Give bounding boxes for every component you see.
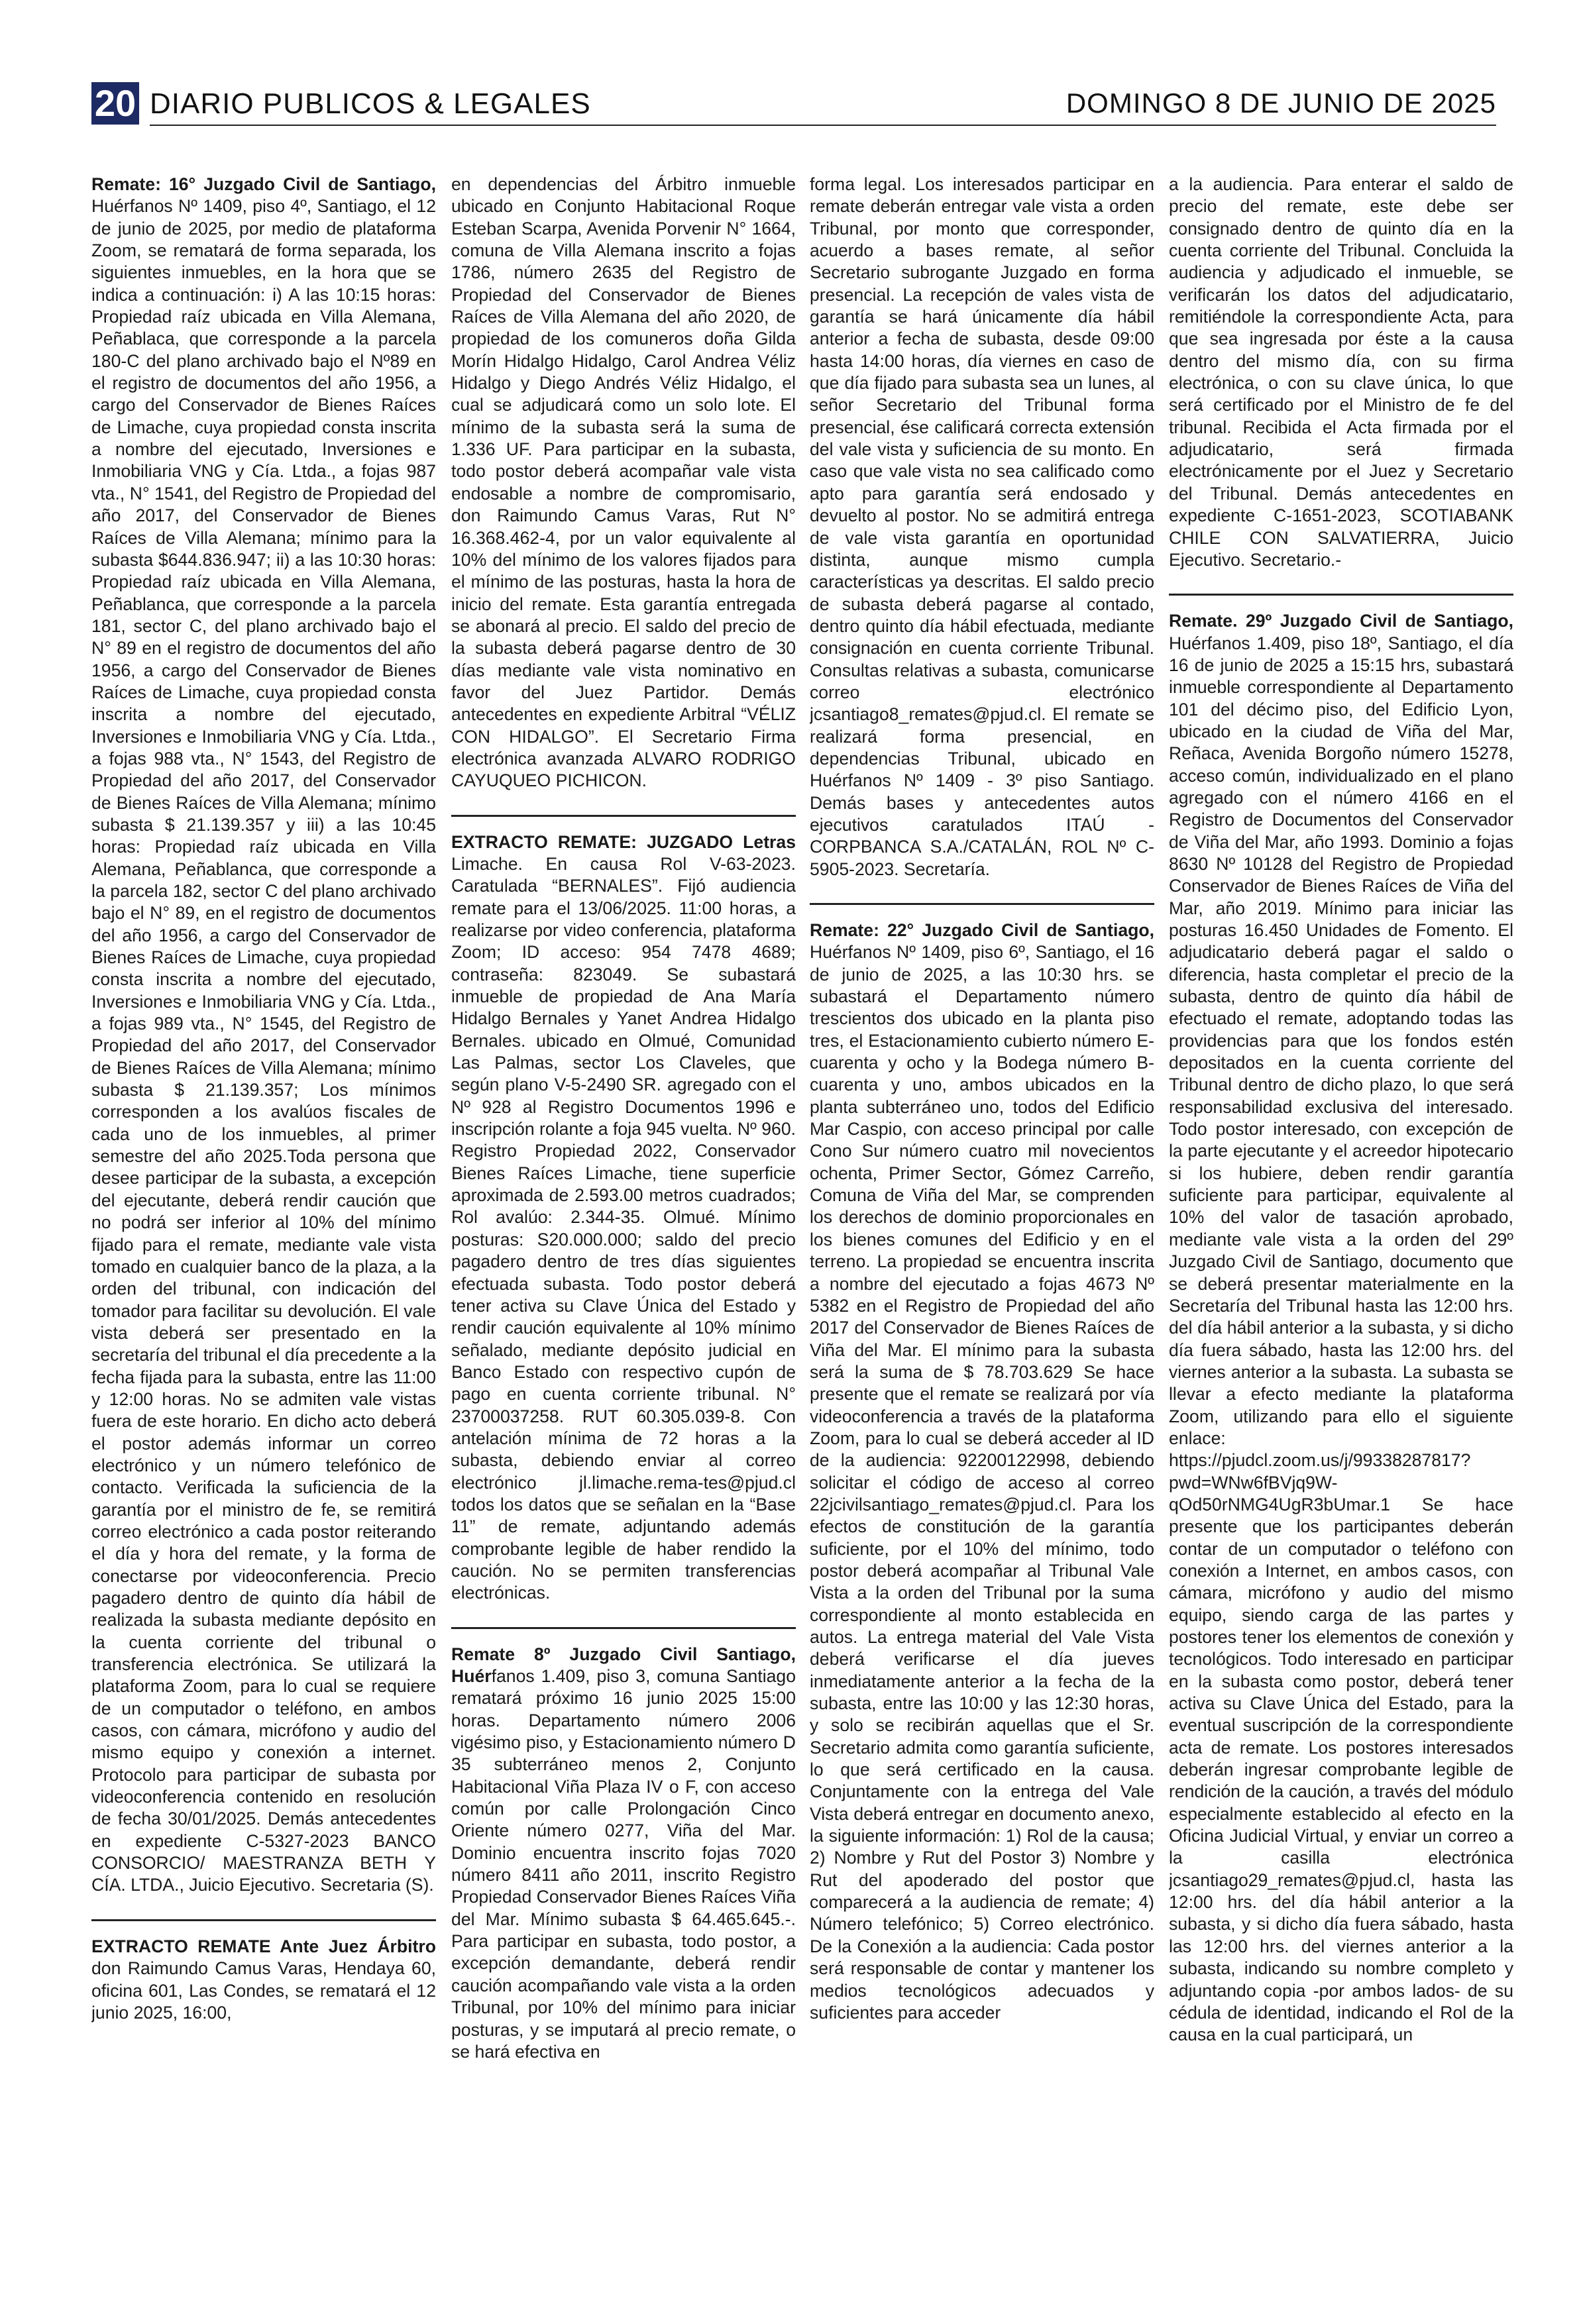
notice-body: a la audiencia. Para enterar el saldo de precio del remate, este debe ser consignado dentro de quinto día en la cuenta corriente del Tribunal. Concluida la audiencia y adjudicado el inmueble, se verificarán los datos del adjudicatario, remitiéndole la correspondiente Acta, para que sea ingresada por éste a la causa dentro del mismo día, con su firma electrónica, o con su clave única, lo que será certificado por el Ministro de fe del tribunal. Recibida el Acta firmada por el adjudicatario, será firmada electrónicamente por el Juez y Secretario del Tribunal. Demás antecedentes en expediente C-1651-2023, SCOTIABANK CHILE CON SALVATIERRA, Juicio Ejecutivo. Secretario.- (1169, 174, 1513, 570)
notice-lead: EXTRACTO REMATE: JUZGADO Letras (451, 831, 796, 852)
notice-lead: EXTRACTO REMATE Ante Juez Árbitro (91, 1936, 436, 1956)
notice (810, 920, 1154, 2024)
notice (451, 831, 796, 1605)
notice-body: Limache. En causa Rol V-63-2023. Caratulada “BERNALES”. Fijó audiencia remate para el 13/06/2025. 11:00 horas, a realizarse por video conferencia, plataforma Zoom; ID acceso: 954 7478 4689; contraseña: 823049. Se subastará inmueble de propiedad de Ana María Hidalgo Bernales y Yanet Andrea Hidalgo Bernales. ubicado en Olmué, Comunidad Las Palmas, sector Los Claveles, que según plano V-5-2490 SR. agregado con el Nº 928 al Registro Documentos 1996 e inscripción rolante a foja 945 vuelta. Nº 960. Registro Propiedad 2022, Conservador Bienes Raíces Limache, tiene superficie aproximada de 2.593.00 metros cuadrados; Rol avalúo: 2.344-35. Olmué. Mínimo posturas: S20.000.000; saldo del precio pagadero dentro de tres días siguientes efectuada subasta. Todo postor deberá tener activa su Clave Única del Estado y rendir caución equivalente al 10% mínimo señalado, mediante depósito judicial en Banco Estado con respectivo cupón de pago en cuenta corriente tribunal. N° 23700037258. RUT 60.305.039-8. Con antelación mínima de 72 horas a la subasta, debiendo enviar al correo electrónico jl.limache.rema-tes@pjud.cl todos los datos que se señalan en la “Base 11” de remate, adjuntando además comprobante legible de haber rendido la caución. No se permiten transferencias electrónicas. (451, 853, 796, 1603)
notice-divider (91, 1919, 436, 1921)
notice-body: Huérfanos Nº 1409, piso 6º, Santiago, el 16 de junio de 2025, a las 10:30 hrs. se subastará el Departamento número trescientos dos ubicado en la planta piso tres, el Estacionamiento cubierto número E-cuarenta y ocho y la Bodega número B-cuarenta y uno, ambos ubicados en la planta subterráneo uno, todos del Edificio Mar Caspio, con acceso principal por calle Cono Sur número cuatro mil novecientos ochenta, Primer Sector, Gómez Carreño, Comuna de Viña del Mar, se comprenden los derechos de dominio proporcionales en los bienes comunes del Edificio y en el terreno. La propiedad se encuentra inscrita a nombre del ejecutado a fojas 4673 Nº 5382 en el Registro de Propiedad del año 2017 del Conservador de Bienes Raíces de Viña del Mar. El mínimo para la subasta será la suma de $ 78.703.629 Se hace presente que el remate se realizará por vía videoconferencia a través de la plataforma Zoom, para lo cual se deberá acceder al ID de la audiencia: 92200122998, debiendo solicitar el código de acceso al correo 22jcivilsantiago_remates@pjud.cl. Para los efectos de constitución de la garantía suficiente, por el 10% del mínimo, todo postor deberá acompañar al Tribunal Vale Vista a la orden del Tribunal por la suma correspondiente al monto establecida en autos. La entrega material del Vale Vista deberá verificarse el día jueves inmediatamente anterior a la fecha de la subasta, entre las 10:00 y las 12:30 horas, y solo se recibirán aquellas que el Sr. Secretario admita como garantía suficiente, lo que será certificado en la causa. Conjuntamente con la entrega del Vale Vista deberá entregar en documento anexo, la siguiente información: 1) Rol de la causa; 2) Nombre y Rut del Postor 3) Nombre y Rut del apoderado del postor que comparecerá a la audiencia de remate; 4) Número telefónico; 5) Correo electrónico. De la Conexión a la audiencia: Cada postor será responsable de contar y mantener los medios tecnológicos adecuados y suficientes para acceder (810, 942, 1154, 2023)
notice-body: en dependencias del Árbitro inmueble ubicado en Conjunto Habitacional Roque Esteban Scarpa, Avenida Porvenir N° 1664, comuna de Villa Alemana inscrito a fojas 1786, número 2635 del Registro de Propiedad del Conservador de Bienes Raíces de Villa Alemana del año 2020, de propiedad de los comuneros doña Gilda Morín Hidalgo Hidalgo, Carol Andrea Véliz Hidalgo y Diego Andrés Véliz Hidalgo, el cual se adjudicará como un solo lote. El mínimo de la subasta será la suma de 1.336 UF. Para participar en la subasta, todo postor deberá acompañar vale vista endosable a nombre de compromisario, don Raimundo Camus Varas, Rut N° 16.368.462-4, por un valor equivalente al 10% del mínimo de los valores fijados para el mínimo de las posturas, hasta la hora de inicio del remate. Esta garantía entregada se abonará al precio. El saldo del precio de la subasta deberá pagarse dentro de 30 días mediante vale vista nominativo en favor del Juez Partidor. Demás antecedentes en expediente Arbitral “VÉLIZ CON HIDALGO”. El Secretario Firma electrónica avanzada ALVARO RODRIGO CAYUQUEO PICHICON. (451, 174, 796, 791)
notice-body: Huérfanos 1.409, piso 18º, Santiago, el día 16 de junio de 2025 a 15:15 hrs, subastará inmueble correspondiente al Departamento 101 del décimo piso, del Edificio Lyon, ubicado en la ciudad de Viña del Mar, Reñaca, Avenida Borgoño número 15278, acceso común, individualizado en el plano agregado con el número 4166 en el Registro de Documentos del Conservador de Viña del Mar, año 1993. Dominio a fojas 8630 Nº 10128 del Registro de Propiedad Conservador de Bienes Raíces de Viña del Mar, año 2019. Mínimo para iniciar las posturas 16.450 Unidades de Fomento. El adjudicatario deberá pagar el saldo o diferencia, hasta completar el precio de la subasta, dentro de quinto día hábil de efectuado el remate, adoptando todas las providencias para que los fondos estén depositados en la cuenta corriente del Tribunal dentro de dicho plazo, lo que será responsabilidad exclusiva del interesado. Todo postor interesado, con excepción de la parte ejecutante y el acreedor hipotecario si los hubiere, deben rendir garantía suficiente para participar, equivalente al 10% del valor de tasación aprobado, mediante vale vista a la orden del 29º Juzgado Civil de Santiago, documento que se deberá presentar materialmente en la Secretaría del Tribunal hasta las 12:00 hrs. del día hábil anterior a la subasta, y si dicho día fuera sábado, hasta las 12:00 hrs. del viernes anterior a la subasta. La subasta se llevar a efecto mediante la plataforma Zoom, utilizando para ello el siguiente enlace: https://pjudcl.zoom.us/j/99338287817?pwd=WNw6fBVjq9W-qOd50rNMG4UgR3bUmar.1 Se hace presente que los participantes deberán contar de un computador o teléfono con conexión a Internet, en ambos casos, con cámara, micrófono y audio del mismo equipo, siendo carga de las partes y postores tener los elementos de conexión y tecnológicos. Todo interesado en participar en la subasta como postor, deberá tener activa su Clave Única del Estado, para la eventual suscripción de la correspondiente acta de remate. Los postores interesados deberán ingresar comprobante legible de rendición de la caución, a través del módulo especialmente establecido al efecto en la Oficina Judicial Virtual, y enviar un correo a la casilla electrónica jcsantiago29_remates@pjud.cl, hasta las 12:00 hrs. del día hábil anterior a la subasta, y si dicho día fuera sábado, hasta las 12:00 hrs. del viernes anterior a la subasta, indicando su nombre completo y adjuntando copia -por ambos lados- de su cédula de identidad, indicando el Rol de la causa en la cual participará, un (1169, 633, 1513, 2045)
publication-date: DOMINGO 8 DE JUNIO DE 2025 (1065, 87, 1496, 119)
notice (1169, 610, 1513, 2046)
notice-continuation (1169, 174, 1513, 571)
page-number: 20 (91, 82, 139, 125)
notice-divider (810, 903, 1154, 905)
notice-body: don Raimundo Camus Varas, Hendaya 60, oficina 601, Las Condes, se rematará el 12 junio 2025, 16:00, (91, 1958, 436, 2023)
column-2 (451, 174, 796, 2307)
notice-divider (451, 815, 796, 817)
column-1 (91, 174, 436, 2307)
notice-lead: Remate: 22° Juzgado Civil de Santiago, (810, 920, 1154, 940)
notice (91, 1936, 436, 2024)
notice-lead: Remate: 16° Juzgado Civil de Santiago, (91, 174, 436, 194)
notice-divider (451, 1627, 796, 1629)
notice (91, 174, 436, 1897)
notice (451, 1644, 796, 2064)
header-divider (150, 125, 1496, 126)
notice-body: fanos 1.409, piso 3, comuna Santiago rematará próximo 16 junio 2025 15:00 horas. Departamento número 2006 vigésimo piso, y Estacionamiento número D 35 subterráneo menos 2, Conjunto Habitacional Viña Plaza IV o F, con acceso común por calle Prolongación Cinco Oriente número 0277, Viña del Mar. Dominio encuentra inscrito fojas 7020 número 8411 año 2011, inscrito Registro Propiedad Conservador Bienes Raíces Viña del Mar. Mínimo subasta $ 64.465.645.-. Para participar en subasta, todo postor, a excepción demandante, deberá rendir caución acompañando vale vista a la orden Tribunal, por 10% del mínimo para iniciar posturas, y se imputará al precio remate, o se hará efectiva en (451, 1666, 796, 2062)
notice-body: Huérfanos Nº 1409, piso 4º, Santiago, el 12 de junio de 2025, por medio de plataforma Zoom, se rematará de forma separada, los siguientes inmuebles, en la hora que se indica a continuación: i) A las 10:15 horas: Propiedad raíz ubicada en Villa Alemana, Peñablaca, que corresponde a la parcela 180-C del plano archivado bajo el Nº89 en el registro de documentos del año 1956, a cargo del Conservador de Bienes Raíces de Limache, cuya propiedad consta inscrita a nombre del ejecutado, Inversiones e Inmobiliaria VNG y Cía. Ltda., a fojas 987 vta., N° 1541, del Registro de Propiedad del año 2017, del Conservador de Bienes Raíces de Villa Alemana; mínimo para la subasta $644.836.947; ii) a las 10:30 horas: Propiedad raíz ubicada en Villa Alemana, Peñablanca, que corresponde a la parcela 181, sector C, del plano archivado bajo el N° 89 en el registro de documentos del año 1956, a cargo del Conservador de Bienes Raíces de Limache, cuya propiedad consta inscrita a nombre del ejecutado, Inversiones e Inmobiliaria VNG y Cía. Ltda., a fojas 988 vta., N° 1543, del Registro de Propiedad del año 2017, del Conservador de Bienes Raíces de Villa Alemana; mínimo subasta $ 21.139.357 y iii) a las 10:45 horas: Propiedad raíz ubicada en Villa Alemana, Peñablanca, que corresponde a la parcela 182, sector C del plano archivado bajo el N° 89, en el registro de documentos del año 1956, a cargo del Conservador de Bienes Raíces de Limache, cuya propiedad consta inscrita a nombre del ejecutado, Inversiones e Inmobiliaria VNG y Cía. Ltda., a fojas 989 vta., N° 1545, del Registro de Propiedad del año 2017, del Conservador de Bienes Raíces de Villa Alemana; mínimo subasta $ 21.139.357; Los mínimos corresponden a los avalúos fiscales de cada uno de los inmuebles, al primer semestre del año 2025.Toda persona que desee participar de la subasta, a excepción del ejecutante, deberá rendir caución que no podrá ser inferior al 10% del mínimo fijado para el remate, mediante vale vista tomado en cualquier banco de la plaza, a la orden del tribunal, con indicación del tomador para facilitar su devolución. El vale vista deberá ser presentado en la secretaría del tribunal el día precedente a la fecha fijada para la subasta, entre las 11:00 y 12:00 horas. No se admiten vale vistas fuera de este horario. En dicho acto deberá el postor además informar un correo electrónico y un número telefónico de contacto. Verificada la suficiencia de la garantía por el ministro de fe, se remitirá correo electrónico a cada postor reiterando el día y hora del remate, y la forma de conectarse por videoconferencia. Precio pagadero dentro de quinto día hábil de realizada la subasta mediante depósito en la cuenta corriente del tribunal o transferencia electrónica. Se utilizará la plataforma Zoom, para lo cual se requiere de un computador o teléfono, en ambos casos, con cámara, micrófono y audio del mismo equipo y conexión a internet. Protocolo para participar de subasta por videoconferencia contenido en resolución de fecha 30/01/2025. Demás antecedentes en expediente C-5327-2023 BANCO CONSORCIO/ MAESTRANZA BETH Y CÍA. LTDA., Juicio Ejecutivo. Secretaria (S). (91, 196, 436, 1895)
notice-continuation (810, 174, 1154, 880)
notice-divider (1169, 594, 1513, 596)
page-header (91, 78, 1496, 126)
notice-lead: Remate 8º Juzgado Civil Santiago, Huér (451, 1644, 796, 1686)
notice-lead: Remate. 29º Juzgado Civil de Santiago, (1169, 611, 1513, 631)
column-4 (1169, 174, 1513, 2307)
publication-title: DIARIO PUBLICOS & LEGALES (150, 87, 591, 120)
column-3 (810, 174, 1154, 2307)
notice-continuation (451, 174, 796, 792)
notice-body: forma legal. Los interesados participar en remate deberán entregar vale vista a orden Tribunal, por monto que corresponder, acuerdo a bases remate, al señor Secretario subrogante Juzgado en forma presencial. La recepción de vales vista de garantía se hará únicamente día hábil anterior a fecha de subasta, desde 09:00 hasta 14:00 horas, día viernes en caso de que día fijado para subasta sea un lunes, al señor Secretario del Tribunal forma presencial, ése calificará correcta extensión del vale vista y suficiencia de su monto. En caso que vale vista no sea calificado como apto para garantía será endosado y devuelto al postor. No se admitirá entrega de vale vista garantía en oportunidad distinta, aunque mismo cumpla características ya descritas. El saldo precio de subasta deberá pagarse al contado, dentro quinto día hábil efectuada, mediante consignación en cuenta corriente Tribunal. Consultas relativas a subasta, comunicarse correo electrónico jcsantiago8_remates@pjud.cl. El remate se realizará forma presencial, en dependencias Tribunal, ubicado en Huérfanos Nº 1409 - 3º piso Santiago. Demás bases y antecedentes autos ejecutivos caratulados ITAÚ - CORPBANCA S.A./CATALÁN, ROL Nº C-5905-2023. Secretaría. (810, 174, 1154, 879)
